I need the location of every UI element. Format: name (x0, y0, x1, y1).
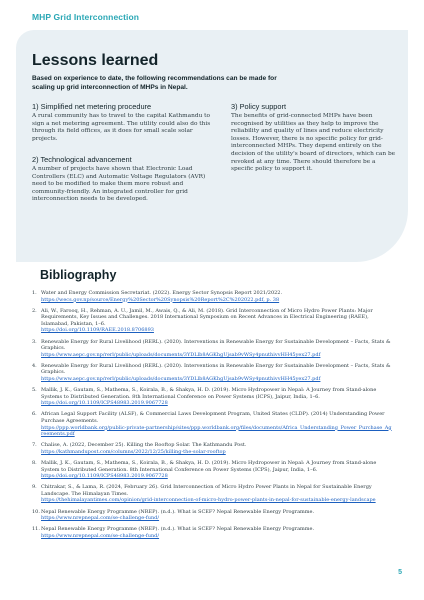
item-citation: Chalise, A. (2022, December 25). Killing the Rooftop Solar. The Kathmandu Post. (41, 442, 247, 449)
bibliography-item (32, 290, 392, 303)
item-link[interactable]: https://wecs.gov.np/source/Energy%20Sector%20Synopsis%20Report%2C%202022.pdf, p. 38 (41, 296, 280, 303)
item-link[interactable]: https://www.nrepnepal.com/se-challenge-fund/ (41, 532, 160, 539)
item-citation: Nepal Renewable Energy Programme (NREP). (n.d.). What is SCEF? Nepal Renewable Energy Programme. (41, 526, 315, 533)
item-number: 6. (32, 411, 37, 418)
lessons-intro: Based on experience to date, the following recommendations can be made for scaling up grid interconnection of MHPs in Nepal. (32, 75, 277, 92)
bibliography-title: Bibliography (40, 268, 117, 282)
item-number: 4. (32, 362, 37, 369)
bibliography-item (32, 442, 392, 455)
lessons-title: Lessons learned (32, 52, 159, 69)
item-link[interactable]: https://thehimalayantimes.com/opinion/grid-interconnection-of-micro-hydro-power-plants-in-nepal-for-sustainable-energy-landscape (41, 497, 376, 504)
item-number: 7. (32, 442, 37, 449)
bibliography-item (32, 339, 392, 359)
lesson-section-net-metering (32, 102, 212, 143)
lessons-learned-panel (16, 30, 408, 262)
lesson-heading: 3) Policy support (231, 102, 287, 111)
item-link[interactable]: https://www.aepc.gov.np/rerl/public/uploads/documents/3YDLlb8AGKhgUjsab9vWSy4pnuthivvHH45yex27.pdf (41, 351, 321, 358)
bibliography-item (32, 387, 392, 407)
bibliography-item (32, 363, 392, 383)
page-number: 5 (398, 569, 402, 576)
bibliography-item (32, 411, 392, 437)
lesson-body: The benefits of grid-connected MHPs have been recognised by utilities as they help to improve the reliability and quality of lines and reduce electricity losses. However, there is no specific policy for grid-interconnected MHPs. They depend entirely on the decision of the utility's board of directors, which can be revoked at any time. There should therefore be a specific policy to support it. (231, 113, 396, 173)
item-citation: Renewable Energy for Rural Livelihood (RERL). (2020). Interventions in Renewable Energy for Sustainable Development – Facts, Stats & Graphics. (41, 338, 391, 352)
item-number: 9. (32, 484, 37, 491)
item-citation: Mallik, J. K., Gautam, S., Mathema, S., Koirala, B., & Shakya, H. D. (2019). Micro Hydropower in Nepal: A Journey from Stand-alone System to Distributed Generation. 8th International Conference on Power Systems (ICPS), Jaipur, India, 1–6. (41, 459, 377, 473)
item-citation: Nepal Renewable Energy Programme (NREP). (n.d.). What is SCEF? Nepal Renewable Energy Programme. (41, 508, 315, 515)
lesson-heading: 1) Simplified net metering procedure (32, 102, 152, 111)
item-link[interactable]: https://www.nrepnepal.com/se-challenge-fund/ (41, 515, 160, 522)
lesson-section-technology (32, 155, 212, 204)
lesson-section-policy (231, 102, 398, 174)
item-link[interactable]: https://doi.org/10.1109/ICPS48983.2019.9067728 (41, 400, 168, 407)
bibliography-item (32, 484, 392, 504)
item-citation: African Legal Support Facility (ALSF), & Commercial Laws Development Program, United States (CLDP). (2014) Understanding Power Purchase Agreements. (41, 411, 385, 424)
item-citation: Water and Energy Commission Secretariat. (2022). Energy Sector Synopsis Report 2021/2022. (41, 290, 283, 296)
lesson-body: A number of projects have shown that Electronic Load Controllers (ELC) and Automatic Voltage Regulators (AVR) need to be modified to make them more robust and community-friendly. An integrated controller for grid interconnection needs to be developed. (32, 166, 206, 203)
bibliography-item (32, 509, 392, 522)
item-link[interactable]: https://ppp.worldbank.org/public-private-partnership/sites/ppp.worldbank.org/files/documents/Africa_Understanding_Power_Purchase_Agreements.pdf (41, 424, 392, 438)
lesson-body: A rural community has to travel to the capital Kathmandu to sign a net metering agreement. The utility could also do this through its field offices, as it does for small scale solar projects. (32, 113, 211, 142)
item-number: 8. (32, 459, 37, 466)
item-number: 1. (32, 290, 37, 296)
bibliography-item (32, 308, 392, 334)
item-number: 5. (32, 387, 37, 394)
bibliography-list (32, 290, 392, 544)
lesson-heading: 2) Technological advancement (32, 155, 132, 164)
item-number: 2. (32, 307, 37, 314)
item-citation: Ali, W., Farooq, H., Rehman, A. U., Jamil, M., Awais, Q., & Ali, M. (2018). Grid Interconnection of Micro Hydro Power Plants: Major Requirements, Key Issues and Challenges. 2018 International Symposium on Recent Advances in Electrical Engineering (RAEE), Islamabad, Pakistan, 1–6. (41, 307, 373, 327)
item-link[interactable]: https://doi.org/10.1109/RAEE.2018.8706893 (41, 327, 154, 334)
item-citation: Chitrakar, S., & Lama, R. (2024, February 26). Grid Interconnection of Micro Hydro Power Plants in Nepal for Sustainable Energy Landscape. The Himalayan Times. (41, 484, 372, 497)
item-number: 10. (32, 508, 40, 515)
item-number: 3. (32, 338, 37, 345)
running-header: MHP Grid Interconnection (32, 12, 140, 22)
item-link[interactable]: https://kathmandupost.com/columns/2022/12/25/killing-the-solar-rooftop (41, 448, 226, 455)
bibliography-item (32, 526, 392, 539)
item-number: 11. (32, 526, 40, 533)
bibliography-item (32, 460, 392, 480)
item-citation: Mallik, J. K., Gautam, S., Mathema, S., Koirala, B., & Shakya, H. D. (2019). Micro Hydropower in Nepal: A Journey from Stand-alone Systems to Distributed Generation. 8th International Conference on Power Systems (ICPS), Jaipur, India, 1–6. (41, 387, 377, 400)
item-link[interactable]: https://doi.org/10.1109/ICPS48983.2019.9067728 (41, 473, 168, 480)
item-citation: Renewable Energy for Rural Livelihood (RERL). (2020). Interventions in Renewable Energy for Sustainable Development – Facts, Stats & Graphics. (41, 362, 391, 376)
item-link[interactable]: https://www.aepc.gov.np/rerl/public/uploads/documents/3YDLlb8AGKhgUjsab9vWSy4pnuthivvHH45yex27.pdf (41, 376, 321, 383)
